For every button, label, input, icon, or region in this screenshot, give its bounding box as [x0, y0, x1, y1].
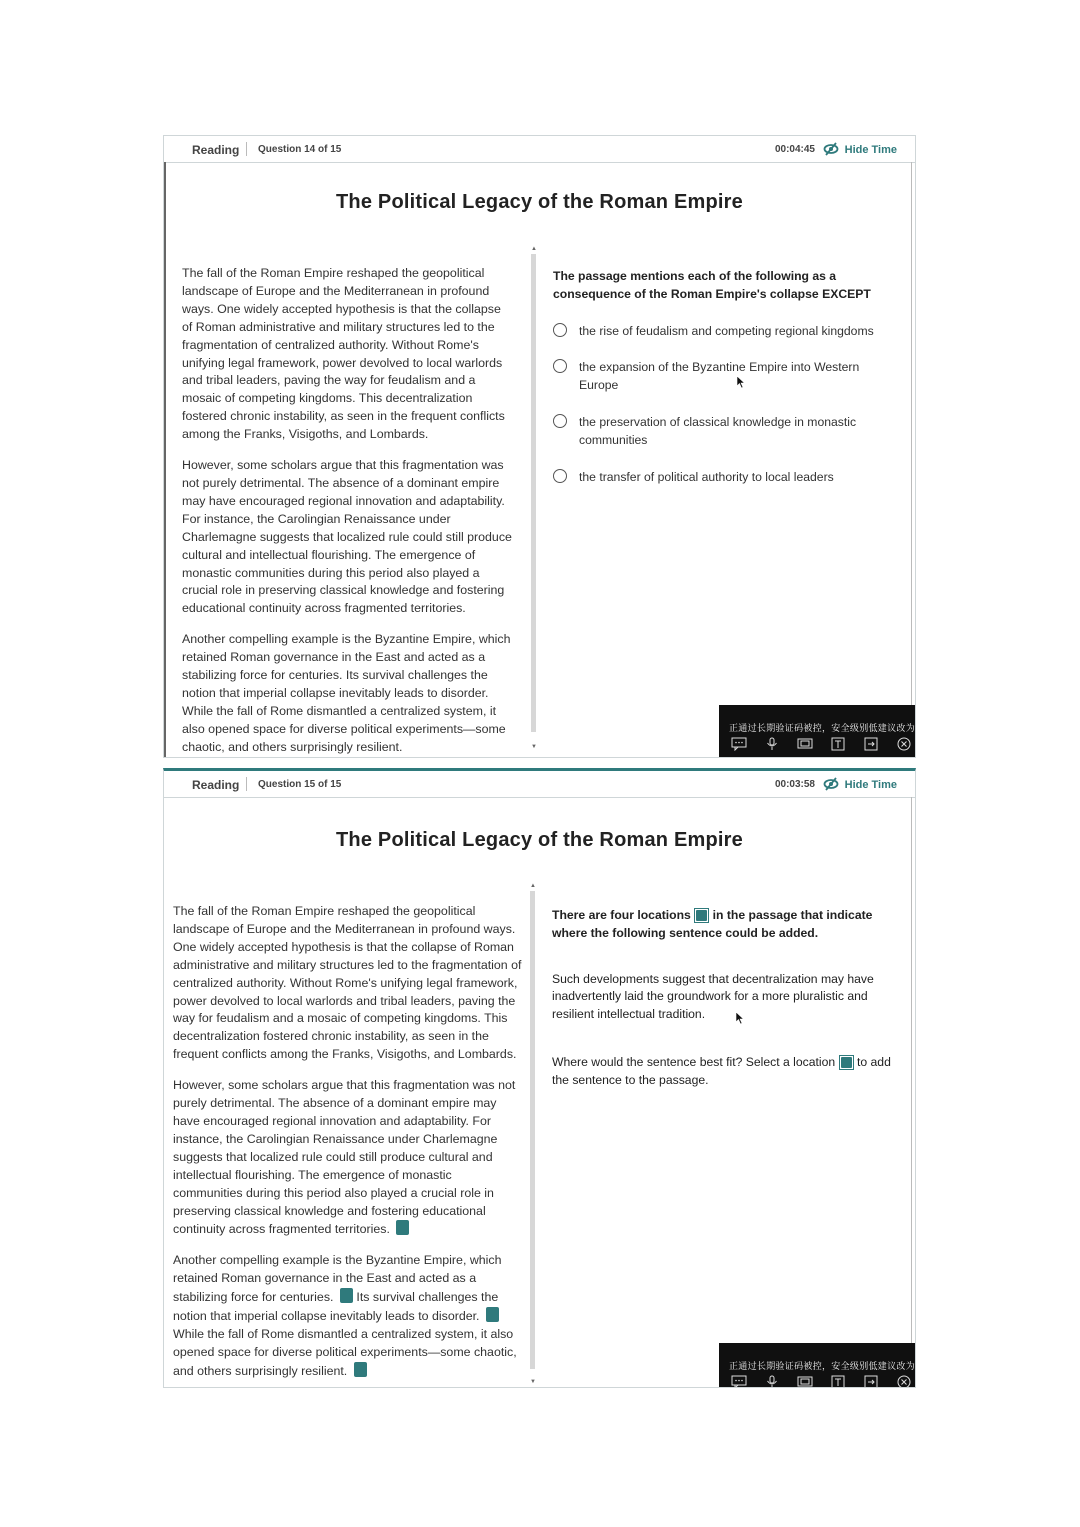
- passage-title: The Political Legacy of the Roman Empire: [336, 191, 743, 213]
- exit-icon[interactable]: [863, 737, 879, 751]
- radio-button[interactable]: [553, 469, 567, 483]
- section-label: Reading: [192, 143, 240, 157]
- answer-option-d[interactable]: [553, 469, 888, 487]
- toolbar-notice: 正通过长期验证码被控，安全级别低建议改为: [729, 723, 916, 733]
- instruction-text: to add the sentence to the passage.: [552, 1054, 891, 1087]
- scroll-down-arrow[interactable]: ▼: [531, 744, 537, 750]
- divider: [246, 142, 247, 156]
- hide-time-button[interactable]: Hide Time: [844, 779, 897, 791]
- paragraph-text: Another compelling example is the Byzantine Empire, which retained Roman governance in the East and acted as a stabilizing force for centuries.: [173, 1253, 502, 1305]
- mouse-pointer-icon: [736, 375, 746, 389]
- top-bar: [164, 771, 915, 798]
- reading-passage[interactable]: [173, 903, 523, 1388]
- paragraph-text: Its survival challenges the notion that imperial collapse inevitably leads to disorder.: [173, 1290, 499, 1324]
- instruction-text: Where would the sentence best fit? Select a location: [552, 1054, 836, 1069]
- frame-border: [911, 162, 912, 757]
- microphone-icon[interactable]: [764, 1375, 780, 1388]
- question-stem: [552, 907, 897, 943]
- paragraph-text: While the fall of Rome dismantled a centralized system, it also opened space for diverse political experiments—some chaotic, and others surprisingly resilient.: [173, 1326, 517, 1378]
- passage-paragraph: [173, 1252, 523, 1380]
- location-marker-icon: [694, 908, 709, 923]
- scroll-up-arrow[interactable]: ▲: [531, 246, 537, 252]
- reading-screen-question-15: [163, 768, 916, 1388]
- question-panel: [553, 268, 888, 486]
- radio-button[interactable]: [553, 414, 567, 428]
- passage-scrollbar[interactable]: [530, 891, 535, 1369]
- question-panel: [552, 907, 897, 1090]
- insertion-marker-1[interactable]: [396, 1220, 409, 1235]
- option-text: the preservation of classical knowledge in monastic communities: [579, 414, 857, 447]
- section-label: Reading: [192, 778, 240, 792]
- question-instruction: [552, 1054, 897, 1090]
- option-text: the rise of feudalism and competing regional kingdoms: [579, 323, 874, 338]
- passage-paragraph: The fall of the Roman Empire reshaped the geopolitical landscape of Europe and the Mediterranean in profound ways. One widely accepted hypothesis is that the collapse of Roman administrative and military structures led to the fragmentation of centralized authority. Without Rome's unifying legal framework, power devolved to local warlords and tribal leaders, paving the way for feudalism and a mosaic of competing kingdoms. This decentralization fostered chronic instability, as seen in the frequent conflicts among the Franks, Visigoths, and Lombards.: [173, 904, 522, 1062]
- frame-border: [164, 162, 166, 757]
- option-text: the expansion of the Byzantine Empire into Western Europe: [579, 360, 860, 393]
- insertion-marker-2[interactable]: [340, 1288, 353, 1303]
- insertion-marker-3[interactable]: [486, 1307, 499, 1322]
- close-icon[interactable]: [896, 737, 912, 751]
- paragraph-text: However, some scholars argue that this fragmentation was not purely detrimental. The absence of a dominant empire may have encouraged regional innovation and adaptability. For instance, the Carolingian Renaissance under Charlemagne suggests that localized rule could still produce cultural and intellectual flourishing. The emergence of monastic communities during this period also played a crucial role in preserving classical knowledge and fostering educational continuity across fragmented territories.: [173, 1078, 516, 1237]
- divider: [246, 777, 247, 791]
- insertion-marker-4[interactable]: [354, 1362, 367, 1377]
- mouse-pointer-icon: [735, 1011, 745, 1025]
- stem-text: in the passage that indicate where the following sentence could be added.: [552, 908, 873, 940]
- option-text: the transfer of political authority to local leaders: [579, 469, 834, 484]
- stem-text: There are four locations: [552, 908, 691, 922]
- screen-share-toolbar: [719, 1343, 916, 1388]
- question-counter: Question 15 of 15: [258, 779, 342, 790]
- question-stem: The passage mentions each of the following as a consequence of the Roman Empire's collapse EXCEPT: [553, 269, 871, 301]
- answer-option-c[interactable]: [553, 414, 888, 450]
- screen-icon[interactable]: [797, 1375, 813, 1388]
- chat-icon[interactable]: [731, 1375, 747, 1388]
- reading-screen-question-14: [163, 135, 916, 758]
- passage-paragraph: The fall of the Roman Empire reshaped the geopolitical landscape of Europe and the Mediterranean in profound ways. One widely accepted hypothesis is that the collapse of Roman administrative and military structures led to the fragmentation of centralized authority. Without Rome's unifying legal framework, power devolved to local warlords and tribal leaders, paving the way for feudalism and a mosaic of competing kingdoms. This decentralization fostered chronic instability, as seen in the frequent conflicts among the Franks, Visigoths, and Lombards.: [182, 266, 505, 442]
- microphone-icon[interactable]: [764, 737, 780, 751]
- insert-sentence: Such developments suggest that decentralization may have inadvertently laid the groundwork for a more pluralistic and resilient intellectual tradition.: [552, 971, 874, 1022]
- question-counter: Question 14 of 15: [258, 144, 342, 155]
- screen-share-toolbar: [719, 705, 916, 758]
- hide-time-button[interactable]: Hide Time: [844, 144, 897, 156]
- chat-icon[interactable]: [731, 737, 747, 751]
- passage-paragraph: Another compelling example is the Byzantine Empire, which retained Roman governance in the East and acted as a stabilizing force for centuries. Its survival challenges the notion that imperial collapse inevitably leads to disorder. While the fall of Rome dismantled a centralized system, it also opened space for diverse political experiments—some chaotic, and others surprisingly resilient.: [182, 632, 511, 754]
- eye-slash-icon[interactable]: [823, 776, 839, 792]
- answer-option-a[interactable]: [553, 323, 888, 341]
- exit-icon[interactable]: [863, 1375, 879, 1388]
- scroll-down-arrow[interactable]: ▼: [530, 1379, 536, 1385]
- passage-title: The Political Legacy of the Roman Empire: [336, 829, 743, 851]
- passage-paragraph: [173, 1077, 523, 1239]
- passage-scrollbar[interactable]: [531, 254, 536, 732]
- passage-paragraph: However, some scholars argue that this fragmentation was not purely detrimental. The absence of a dominant empire may have encouraged regional innovation and adaptability. For instance, the Carolingian Renaissance under Charlemagne suggests that localized rule could still produce cultural and intellectual flourishing. The emergence of monastic communities during this period also played a crucial role in preserving classical knowledge and fostering educational continuity across fragmented territories.: [182, 458, 512, 616]
- eye-slash-icon[interactable]: [823, 141, 839, 157]
- answer-option-b[interactable]: [553, 359, 888, 395]
- toolbar-notice: 正通过长期验证码被控，安全级别低建议改为: [729, 1361, 916, 1371]
- close-icon[interactable]: [896, 1375, 912, 1388]
- timer: 00:03:58: [774, 779, 815, 790]
- text-box-icon[interactable]: [830, 737, 846, 751]
- text-box-icon[interactable]: [830, 1375, 846, 1388]
- radio-button[interactable]: [553, 359, 567, 373]
- screen-icon[interactable]: [797, 737, 813, 751]
- reading-passage[interactable]: [182, 265, 514, 758]
- frame-border: [911, 797, 912, 1387]
- location-marker-icon: [839, 1055, 854, 1070]
- top-bar: [164, 136, 915, 163]
- timer: 00:04:45: [774, 144, 815, 155]
- radio-button[interactable]: [553, 323, 567, 337]
- scroll-up-arrow[interactable]: ▲: [530, 883, 536, 889]
